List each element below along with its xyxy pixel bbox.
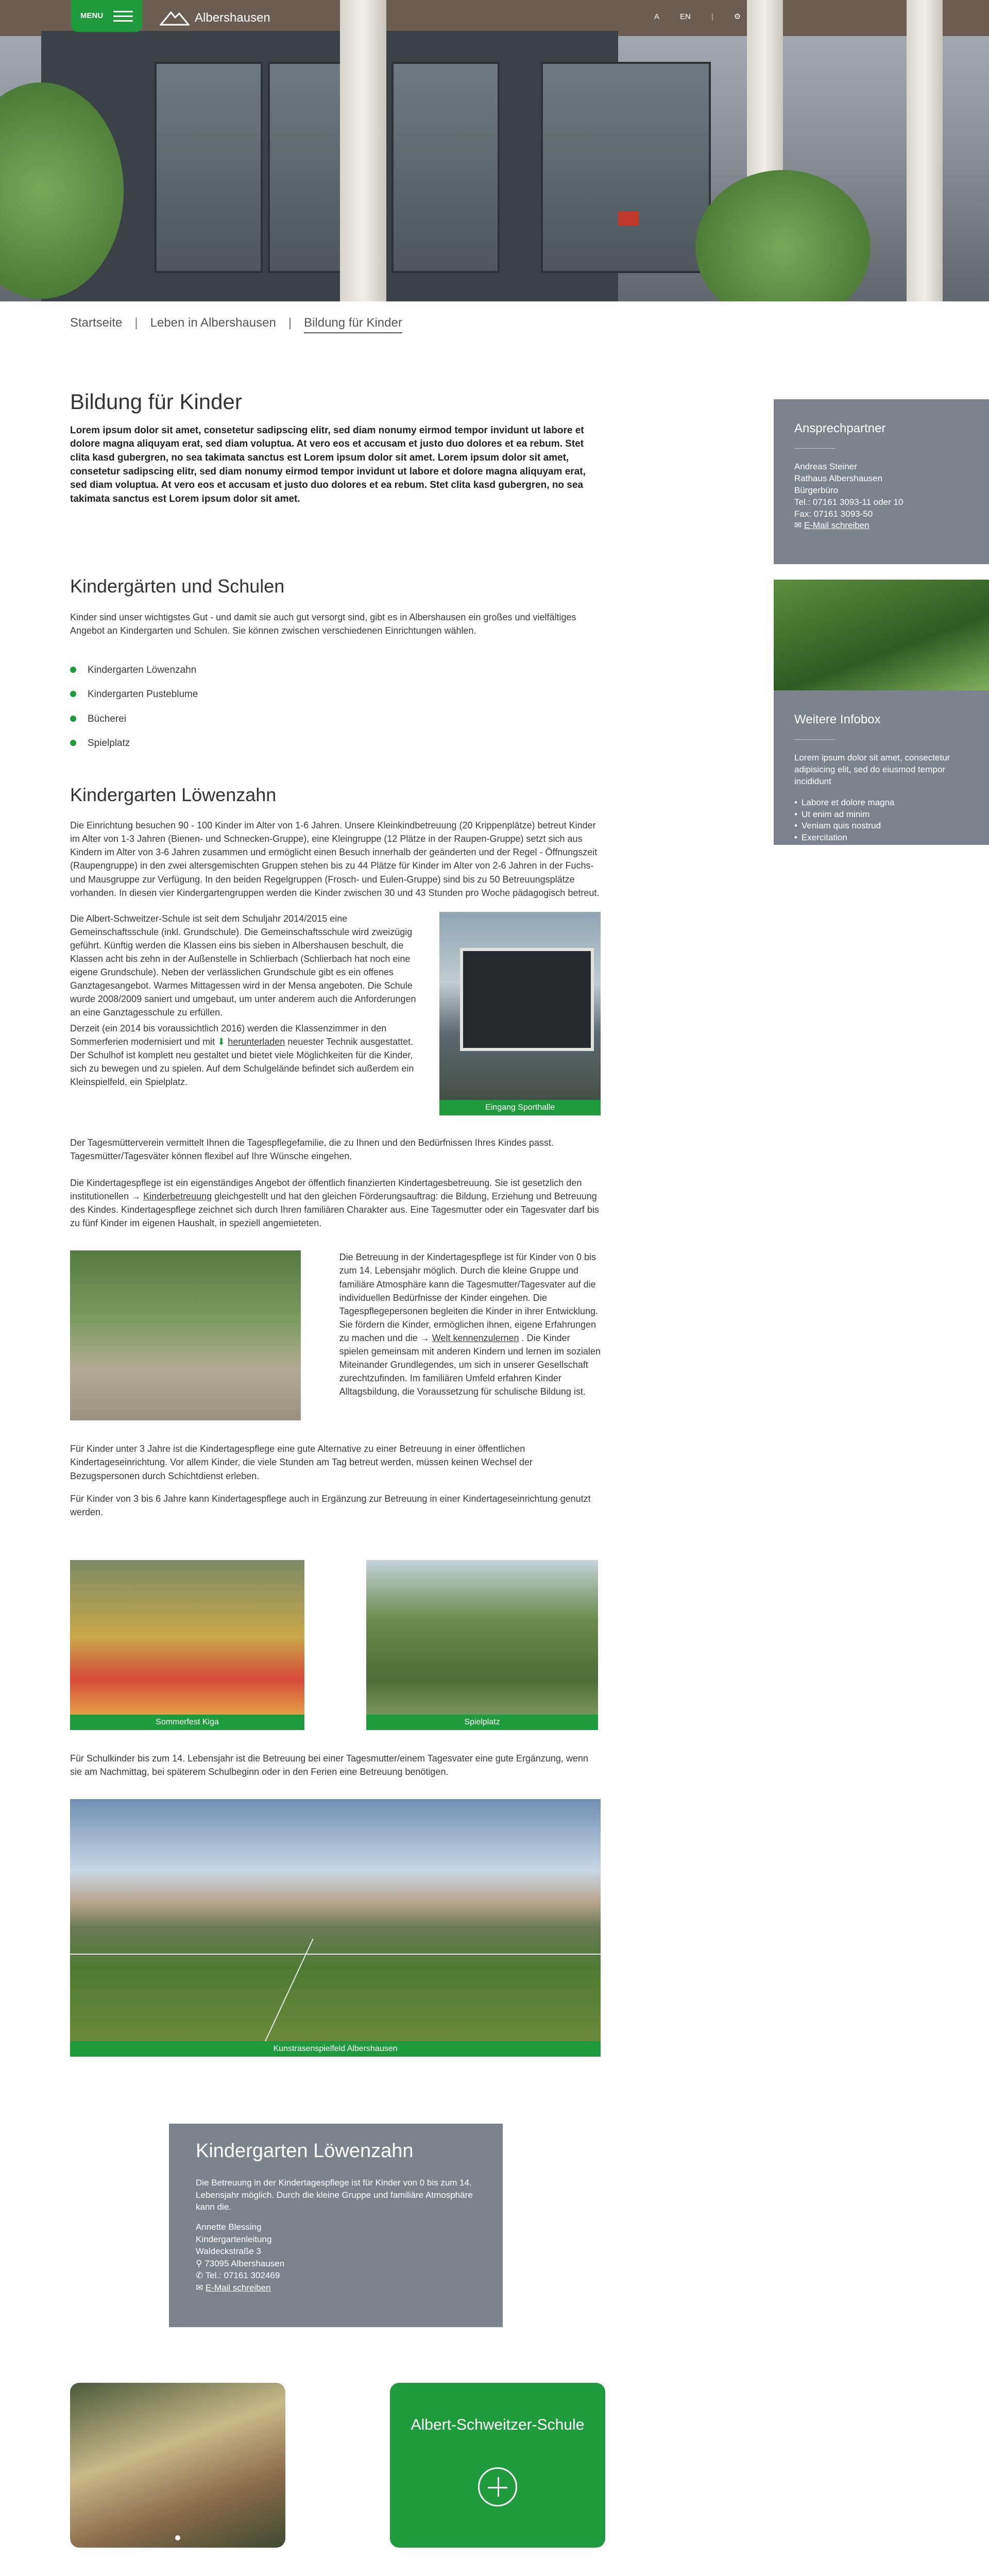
hamburger-icon [113,11,133,22]
card-address-row [196,2258,476,2269]
menu-label: MENU [80,11,104,21]
contact-person-box [774,399,989,564]
contact-mail-row [794,520,968,532]
info-box [774,690,989,845]
sports-field-photo [70,1799,601,2057]
lead-paragraph: Lorem ipsum dolor sit amet, consetetur sadipscing elitr, sed diam nonumy eirmod tempor invidunt ut labore et dolore magna aliquyam erat, sed diam voluptua. At vero eos et accusam et justo duo dolores et ea rebum. Stet clita kasd gubergren, no sea takimata sanctus est Lorem ipsum dolor sit amet. Lorem ipsum dolor sit amet, consetetur sadipscing elitr, sed diam nonumy eirmod tempor invidunt ut labore et dolore magna aliquyam erat, sed diam voluptua. At vero eos et accusam et justo duo dolores et ea rebum. Stet clita kasd gubergren, no sea takimata sanctus est Lorem ipsum dolor sit amet. [70,425,586,504]
paragraph: Für Kinder von 3 bis 6 Jahre kann Kindertagespflege auch in Ergänzung zur Betreuung in einer Kindertageseinrichtung genutzt werden. [70,1493,591,1517]
list-item: • Labore et dolore magna [794,797,968,809]
info-list [794,797,968,844]
list-item[interactable]: Kindergarten Löwenzahn [70,663,601,677]
breadcrumb-item-leben[interactable]: Leben in Albershausen [150,316,276,330]
world-link[interactable]: Welt kennenzulernen [432,1332,519,1343]
download-link[interactable]: herunterladen [228,1036,285,1047]
school-block [70,912,601,1115]
list-item[interactable]: Bücherei [70,712,601,726]
mail-icon: ✉ [196,2282,203,2293]
font-size-icon[interactable]: A [654,12,660,21]
summer-fest-photo [70,1560,304,1730]
mail-icon: ✉ [794,520,802,531]
school-text [70,912,417,1115]
card-mail-link[interactable]: E-Mail schreiben [205,2282,271,2293]
breadcrumb-item-home[interactable]: Startseite [70,316,123,330]
breadcrumb [70,314,402,333]
card-line: Annette Blessing [196,2222,262,2232]
daycare-photo [70,1250,301,1420]
text: Die Kindertagespflege ist ein eigenständiges Angebot der öffentlich finanzierten Kindertagesbetreuung. Sie ist gesetzlich den institutionellen → [70,1177,582,1202]
hero-pillar [340,0,386,301]
hero-window [155,62,263,273]
hero-window [391,62,500,273]
paragraph: Die Einrichtung besuchen 90 - 100 Kinder im Alter von 1-6 Jahren. Unsere Kleinkindbetreuung (20 Krippenplätze) betreut Kinder im Alter von 1-3 Jahren (Bienen- und Schnecken-Gruppe), eine Kleingruppe (12 Plätze in der Raupen-Gruppe) setzt sich aus Kindern im Alter von 3-6 Jahren zusammen und ermöglicht einen Besuch innerhalb der geänderten und der Regel - Öffnungszeit (Raupengruppe) in den zwei altersgemischten Gruppen stehen bis zu 44 Plätze für Kinder im Alter von 2-6 Jahren in der Fuchs- und Mausgruppe zur Verfügung. In den beiden Regelgruppen (Frosch- und Eulen-Gruppe) sind bis zu 50 Betreuungsplätze vorhanden. In diesen vier Kindergartengruppen werden die Kinder zwischen 30 und 43 Stunden pro Woche pädagogisch betreut. [70,820,600,898]
text: Die Betreuung in der Kindertagespflege ist für Kinder von 0 bis zum 14. Lebensjahr möglich. Durch die kleine Gruppe und familiäre Atmosphäre kann die Tagesmutter/Tagesvater auf die individuellen Bedürfnisse der Kinder eingehen. Die Tagespflegepersonen begleiten die Kinder in ihrer Entwicklung. Sie fördern die Kinder, ermöglichen ihnen, eigene Erfahrungen zu machen und die → [339,1252,598,1343]
field-line [70,1954,601,1955]
kindergarten-contact-card [169,2124,503,2327]
text: neuester Technik ausgestattet. Der Schulhof ist komplett neu gestaltet und bietet viele Möglichkeiten für die Kinder, sich zu bewegen und zu spielen. Auf dem Schulgelände befindet sich außerdem ein Kleinspielfeld, ein Spielplatz. [70,1036,414,1087]
tile-title: Albert-Schweitzer-Schule [411,2416,585,2433]
brand-name: Albershausen [195,11,270,25]
photo-caption: Spielplatz [366,1715,598,1730]
contact-line: Tel.: 07161 3093-11 oder 10 [794,497,903,507]
photo-caption: Sommerfest Kiga [70,1715,304,1730]
tile-albert-schweitzer-schule[interactable] [390,2383,605,2548]
contact-person-title: Ansprechpartner [794,421,886,435]
text: Derzeit (ein 2014 bis voraussichtlich 2016) werden die Klassenzimmer in den Sommerferien modernisiert und mit [70,1023,387,1047]
contact-line: Andreas Steiner [794,461,857,471]
main-content [70,386,601,2057]
paragraph: Für Kinder unter 3 Jahre ist die Kindertagespflege eine gute Alternative zu einer Betreuung in einer öffentlichen Kindertageseinrichtung. Vor allem Kinder, die viele Stunden am Tag betreut werden, müssen keinen Wechsel der Bezugspersonen durch Schichtdienst erleben. [70,1444,533,1481]
playground-photo [366,1560,598,1730]
daycare-block [70,1250,601,1420]
text: . Die Kinder spielen gemeinsam mit anderen Kindern und lernen im sozialen Miteinander Grundlegendes, um sich in unserer Gesellschaft zurechtzufinden. Im familiären Umfeld erfahren Kinder Alltagsbildung, die Voraussetzung für schulische Bildung ist. [339,1332,601,1397]
header-tools [654,11,741,23]
divider [794,448,835,449]
info-box-title: Weitere Infobox [794,713,881,726]
section-title-kindergaerten: Kindergärten und Schulen [70,575,285,597]
paragraph: Der Tagesmütterverein vermittelt Ihnen die Tagespflegefamilie, die zu Ihnen und den Bedürfnissen Ihres Kindes passt. Tagesmütter/Tagesväter können flexibel auf Ihre Wünsche eingehen. [70,1137,554,1161]
institution-list [70,663,601,751]
breadcrumb-separator: | [134,316,138,330]
page-title: Bildung für Kinder [70,389,242,414]
hero-image [0,0,989,301]
download-icon: ⬇ [217,1036,226,1047]
location-icon: ⚲ [196,2258,202,2268]
phone-icon: ✆ [196,2270,203,2281]
paragraph: Die Albert-Schweitzer-Schule ist seit dem Schuljahr 2014/2015 eine Gemeinschaftsschule (inkl. Grundschule). Die Gemeinschaftsschule wird zweizügig geführt. Künftig werden die Klassen eins bis sieben in Albershausen beschult, die Klassen acht bis zehn in der Außenstelle in Schlierbach (Schlierbach hat noch eine eigene Grundschule). Neben der verlässlichen Grundschule gibt es ein offenes Ganztagesangebot. Warmes Mittagessen wird in der Mensa angeboten. Die Schule wurde 2008/2009 saniert und umgebaut, um unter anderem auch die Anforderungen an eine Ganztagesschule zu erfüllen. [70,913,416,1018]
settings-icon[interactable]: ⚙ [734,12,741,21]
hero-tree [695,170,871,301]
contact-line: Fax: 07161 3093-50 [794,509,873,519]
paragraph: Für Schulkinder bis zum 14. Lebensjahr ist die Betreuung bei einer Tagesmutter/einem Tagesvater eine gute Ergänzung, wenn sie am Nachmittag, bei späterem Schulbeginn oder in den Ferien eine Betreuung benötigen. [70,1753,588,1777]
slider-dots [70,2535,285,2540]
menu-button[interactable] [71,0,142,32]
kinderbetreuung-link[interactable]: Kinderbetreuung [143,1191,212,1202]
school-photo [439,912,601,1115]
card-text: Die Betreuung in der Kindertagespflege ist für Kinder von 0 bis zum 14. Lebensjahr möglich. Durch die kleine Gruppe und familiäre Atmosphäre kann die. [196,2178,473,2212]
slider-dot[interactable] [175,2535,180,2540]
photo-slider-tile[interactable] [70,2383,285,2548]
hero-door [541,62,711,273]
school-building [460,948,594,1051]
text: gleichgestellt und hat den gleichen Förderungsauftrag: die Bildung, Erziehung und Betreuung des Kindes. Kindertagespflege zeichnet sich durch Ihren familiären Charakter aus. Eine Tagesmutter oder ein Tagesvater darf bis zu fünf Kinder im eigenen Haushalt, in speziell angemieteten. [70,1191,599,1229]
breadcrumb-separator: | [288,316,292,330]
card-line: 73095 Albershausen [204,2258,285,2268]
top-bar [0,0,989,36]
paragraph [70,1176,601,1230]
contact-line: Bürgerbüro [794,485,839,495]
list-item: • Exercitation [794,832,968,844]
card-line: Waldeckstraße 3 [196,2246,261,2257]
hero-mailbox [618,211,639,226]
contact-mail-link[interactable]: E-Mail schreiben [804,520,869,531]
section-title-loewenzahn: Kindergarten Löwenzahn [70,784,277,806]
brand-logo[interactable] [160,9,270,27]
paragraph [70,1022,417,1089]
brand-mark-icon [160,10,190,26]
photo-caption: Kunstrasenspielfeld Albershausen [70,2041,601,2057]
photo-caption: Eingang Sporthalle [439,1100,601,1115]
list-item: • Ut enim ad minim [794,809,968,821]
list-item[interactable]: Spielplatz [70,736,601,751]
divider [794,739,835,740]
paragraph [339,1250,601,1420]
card-line: Tel.: 07161 302469 [205,2270,280,2281]
card-title: Kindergarten Löwenzahn [196,2140,414,2162]
card-phone-row [196,2269,476,2281]
list-item: • Veniam quis nostrud [794,820,968,832]
contact-line: Rathaus Albershausen [794,473,883,483]
breadcrumb-item-current[interactable]: Bildung für Kinder [304,314,402,333]
card-mail-row [196,2282,476,2294]
language-icon[interactable]: EN [680,12,691,21]
sidebar-photo [774,580,989,690]
card-line: Kindergartenleitung [196,2234,272,2244]
section-intro: Kinder sind unser wichtigstes Gut - und damit sie auch gut versorgt sind, gibt es in Albershausen ein großes und vielfältiges Angebot an Kindergarten und Schulen. Sie können zwischen verschiedenen Einrichtungen wählen. [70,612,576,636]
hero-pillar [907,0,943,301]
field-line [260,1939,313,2051]
divider: | [711,12,713,21]
list-item[interactable]: Kindergarten Pusteblume [70,687,601,702]
photo-row [70,1560,601,1730]
info-text: Lorem ipsum dolor sit amet, consectetur adipisicing elit, sed do eiusmod tempor incididunt [794,752,950,786]
plus-icon [478,2467,517,2506]
